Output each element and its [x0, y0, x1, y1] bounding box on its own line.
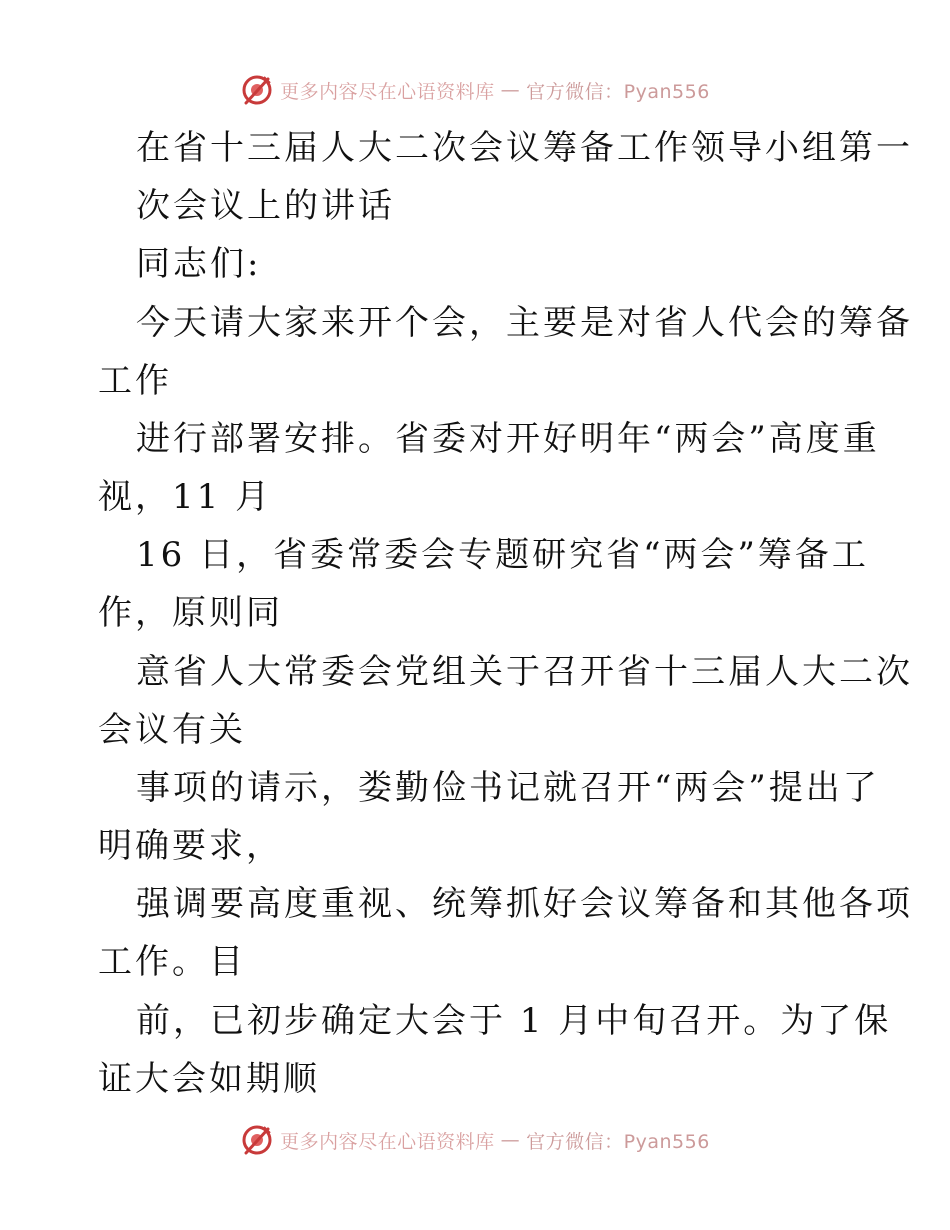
header-watermark	[0, 70, 950, 110]
paragraph-line: 16 日，省委常委会专题研究省“两会”筹备工	[136, 535, 869, 575]
salutation: 同志们:	[136, 244, 262, 284]
paragraph-line: 今天请大家来开个会，主要是对省人代会的筹备	[136, 303, 913, 343]
watermark-site-text: 更多内容尽在心语资料库	[280, 1130, 495, 1153]
pen-logo-icon	[240, 73, 274, 107]
paragraph-line: 明确要求，	[98, 826, 283, 866]
paragraph-line: 意省人大常委会党组关于召开省十三届人大二次	[136, 652, 913, 692]
paragraph-line: 前，已初步确定大会于 1 月中旬召开。为了保	[136, 1001, 892, 1041]
watermark-separator: —	[500, 1129, 521, 1151]
paragraph-line: 会议有关	[98, 710, 246, 750]
paragraph-line: 强调要高度重视、统筹抓好会议筹备和其他各项	[136, 884, 913, 924]
watermark-wechat-text: 官方微信：Pyan556	[526, 1130, 710, 1153]
paragraph-line: 视，11 月	[98, 477, 273, 517]
paragraph-line: 进行部署安排。省委对开好明年“两会”高度重	[136, 419, 880, 459]
paragraph-line: 事项的请示，娄勤俭书记就召开“两会”提出了	[136, 768, 880, 808]
paragraph-line: 工作	[98, 361, 172, 401]
footer-watermark	[0, 1120, 950, 1160]
document-title-line-1: 在省十三届人大二次会议筹备工作领导小组第一	[136, 128, 913, 168]
pen-logo-icon	[240, 1123, 274, 1157]
paragraph-line: 作，原则同	[98, 593, 283, 633]
watermark-site-text: 更多内容尽在心语资料库	[280, 80, 495, 103]
watermark-wechat-text: 官方微信：Pyan556	[526, 80, 710, 103]
watermark-separator: —	[500, 79, 521, 101]
paragraph-line: 证大会如期顺	[98, 1059, 320, 1099]
document-title-line-2: 次会议上的讲话	[136, 186, 395, 226]
paragraph-line: 工作。目	[98, 942, 246, 982]
